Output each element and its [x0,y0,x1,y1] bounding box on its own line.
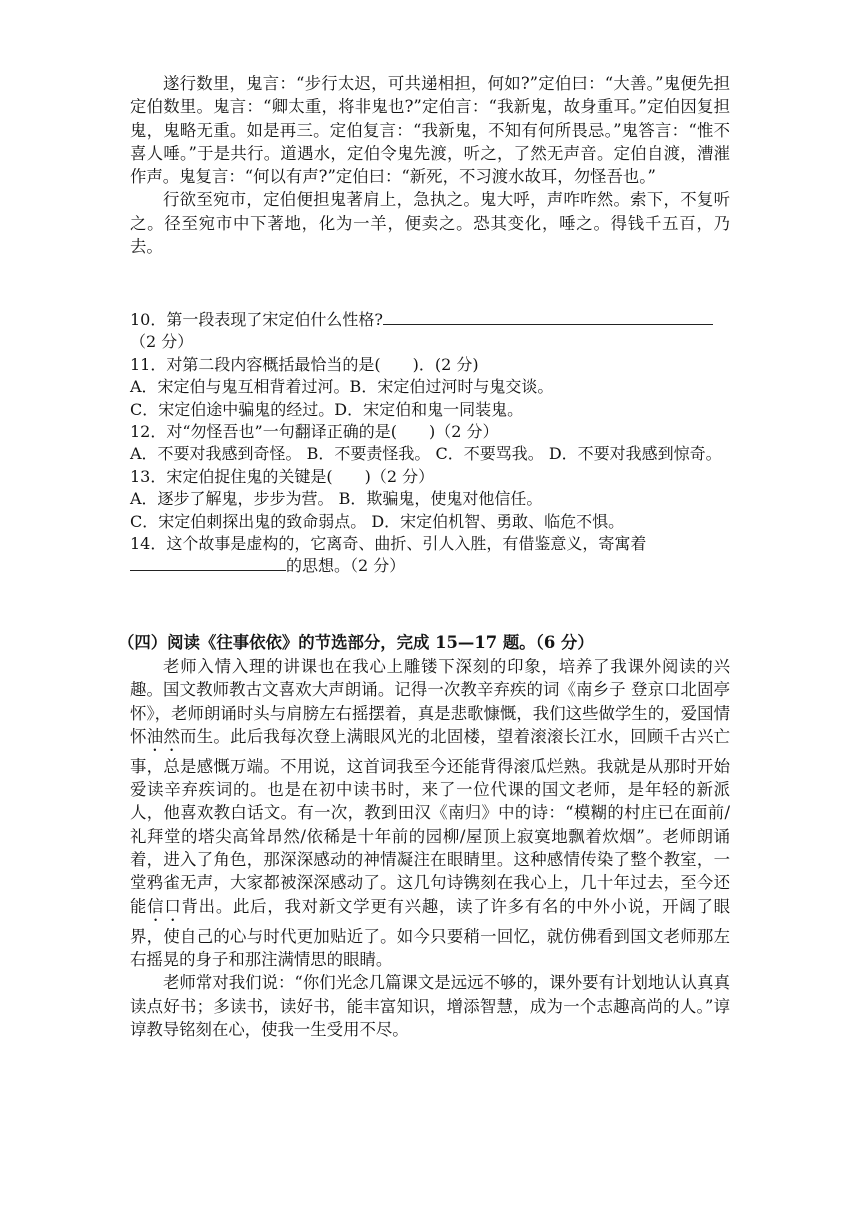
question-10-stem: 10．第一段表现了宋定伯什么性格? [130,310,383,329]
question-11-option-ab: A．宋定伯与鬼互相背着过河。B．宋定伯过河时与鬼交谈。 [130,377,554,397]
question-13-option-cd: C．宋定伯刺探出鬼的致命弱点。 D．宋定伯机智、勇敢、临危不惧。 [130,511,625,531]
question-12-stem: 12．对“勿怪吾也”一句翻译正确的是( )（2 分） [130,422,499,442]
question-13-option-ab: A．逐步了解鬼，步步为营。 B．欺骗鬼，使鬼对他信任。 [130,489,543,509]
section-4-paragraph-1-part-1: 老师入情入理的讲课也在我心上雕镂下深刻的印象，培养了我课外阅读的兴趣。国文教师教古文喜欢大声朗诵。记得一次教辛弃疾的词《南乡子 登京口北固亭怀》，老师朗诵时头与肩膀左右摇摆着，真是悲歌慷慨，我们这些做学生的，爱国情怀 [130,657,730,746]
question-11-option-cd: C．宋定伯途中骗鬼的经过。D．宋定伯和鬼一同装鬼。 [130,399,524,419]
emphasized-word-xinkou: 信口 [147,896,182,916]
story-passage [130,72,730,258]
question-10-score: （2 分） [130,332,194,352]
story-paragraph-2: 行欲至宛市，定伯便担鬼著肩上，急执之。鬼大呼，声咋咋然。索下，不复听之。径至宛市中下著地，化为一羊，便卖之。恐其变化，唾之。得钱千五百，乃去。 [130,190,730,257]
emphasized-word-youran: 油然 [146,726,181,746]
answer-blank-10[interactable] [383,310,713,325]
section-4-passage [130,655,730,1041]
answer-blank-14[interactable] [130,556,286,571]
question-10 [130,309,730,331]
question-13-stem: 13．宋定伯捉住鬼的关键是( )（2 分） [130,466,435,486]
section-4-paragraph-1-part-3: 背出。此后，我对新文学更有兴趣，读了许多有名的中外小说，开阔了眼界，使自己的心与时代更加贴近了。如今只要稍一回忆，就仿佛看到国文老师那左右摇晃的身子和那注满情思的眼睛。 [130,896,731,969]
section-4-paragraph-1 [130,655,730,971]
question-12-options: A．不要对我感到奇怪。 B．不要责怪我。 C．不要骂我。 D．不要对我感到惊奇。 [130,444,722,464]
section-4-title: （四）阅读《往事依依》的节选部分，完成 15—17 题。（6 分） [118,633,594,652]
question-11-stem: 11．对第二段内容概括最恰当的是( )．(2 分) [130,354,479,374]
question-14-line-2 [130,555,730,577]
question-14-stem: 14．这个故事是虚构的，它离奇、曲折、引人入胜，有借鉴意义，寄寓着 [130,534,647,554]
section-4-paragraph-1-part-2: 而生。此后我每次登上满眼风光的北固楼，望着滚滚长江水，回顾千古兴亡事，总是感慨万端。不用说，这首词我至今还能背得滚瓜烂熟。我就是从那时开始爱读辛弃疾词的。也是在初中读书时，来了一位代课的国文老师，是年轻的新派人，他喜欢教白话文。有一次，教到田汉《南归》中的诗：“模糊的村庄已在面前/礼拜堂的塔尖高耸昂然/依稀是十年前的园柳/屋顶上寂寞地飘着炊烟”。老师朗诵着，进入了角色，那深深感动的神情凝注在眼睛里。这种感情传染了整个教室，一堂鸦雀无声，大家都被深深感动了。这几句诗镌刻在我心上，几十年过去，至今还能 [130,726,731,916]
question-14-tail: 的思想。（2 分） [286,556,406,576]
question-list [130,309,730,578]
section-4-heading-wrap [118,631,738,655]
story-paragraph-1: 遂行数里，鬼言：“步行太迟，可共递相担，何如?”定伯曰：“大善。”鬼便先担定伯数里。鬼言：“卿太重，将非鬼也?”定伯言：“我新鬼，故身重耳。”定伯因复担鬼，鬼略无重。如是再三。定伯复言：“我新鬼，不知有何所畏忌。”鬼答言：“惟不喜人唾。”于是共行。道遇水，定伯令鬼先渡，听之，了然无声音。定伯自渡，漕漼作声。鬼复言：“何以有声?”定伯曰：“新死，不习渡水故耳，勿怪吾也。” [130,74,730,187]
section-4-paragraph-2: 老师常对我们说：“你们光念几篇课文是远远不够的，课外要有计划地认认真真读点好书；多读书，读好书，能丰富知识，增添智慧，成为一个志趣高尚的人。”谆谆教导铭刻在心，使我一生受用不尽。 [130,973,730,1039]
